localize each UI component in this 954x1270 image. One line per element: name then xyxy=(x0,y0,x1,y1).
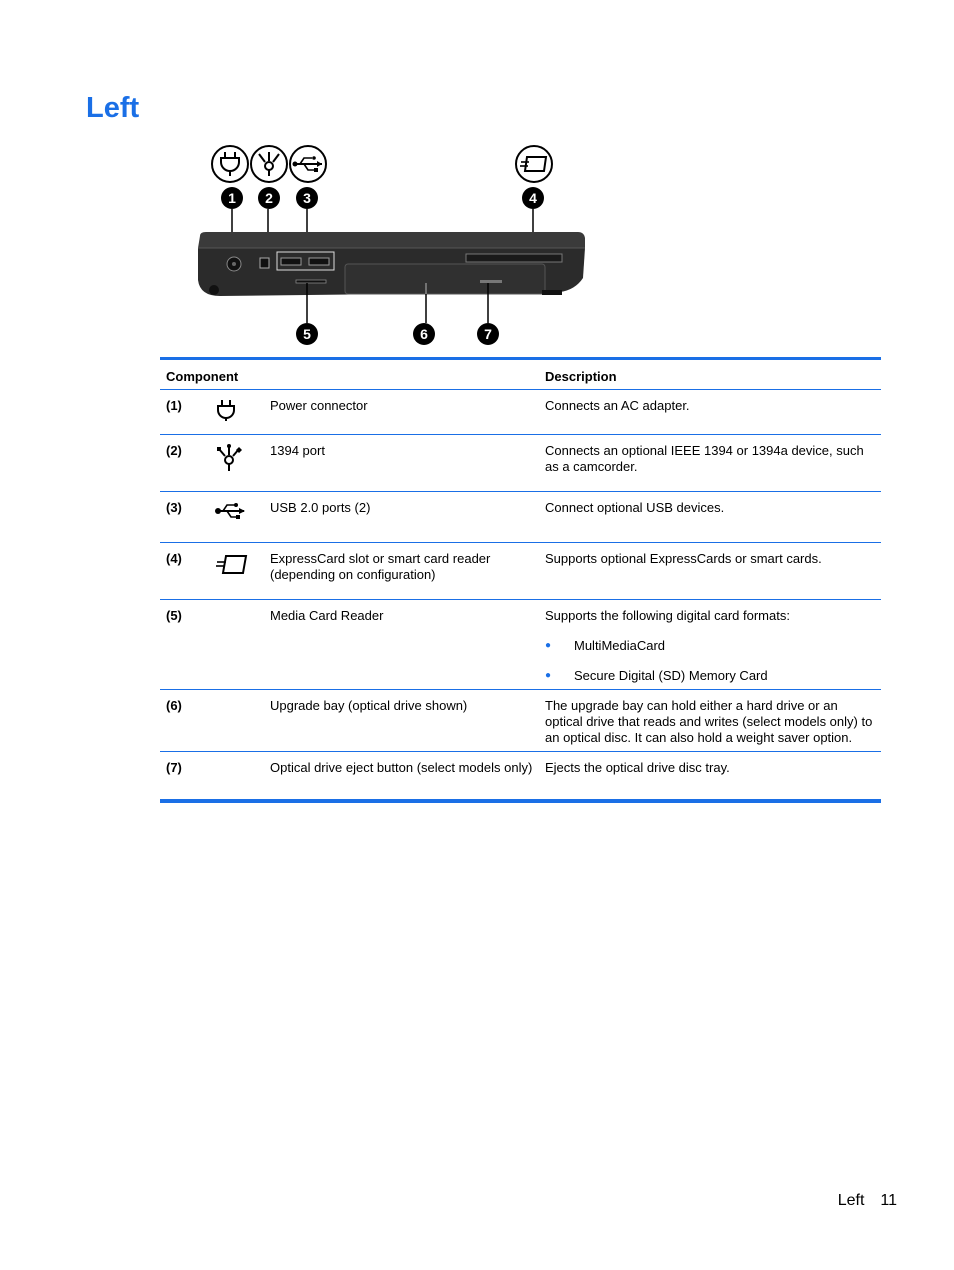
table-row xyxy=(160,492,881,543)
component-description: The upgrade bay can hold either a hard drive or an optical drive that reads and writes (select models only) to an optical disc. It can also hold a weight saver option. xyxy=(545,698,873,745)
component-name: Media Card Reader xyxy=(270,608,384,623)
svg-text:3: 3 xyxy=(303,190,311,206)
svg-text:2: 2 xyxy=(265,190,273,206)
expresscard-icon xyxy=(516,146,552,182)
laptop-body xyxy=(198,232,585,296)
firewire-1394-icon xyxy=(251,146,287,182)
table-header-row xyxy=(160,359,881,390)
component-description: Connects an optional IEEE 1394 or 1394a device, such as a camcorder. xyxy=(545,443,864,474)
component-name: ExpressCard slot or smart card reader (depending on configuration) xyxy=(270,551,491,582)
table-row xyxy=(160,435,881,492)
row-number: (5) xyxy=(166,608,182,623)
table-row xyxy=(160,390,881,435)
header-description: Description xyxy=(545,369,617,384)
component-description: Connects an AC adapter. xyxy=(545,398,690,413)
svg-text:6: 6 xyxy=(420,326,428,342)
header-component: Component xyxy=(166,369,239,384)
table-row xyxy=(160,690,881,752)
component-description: Supports the following digital card formats: xyxy=(545,608,790,623)
callout-6 xyxy=(413,323,435,345)
component-description: Supports optional ExpressCards or smart cards. xyxy=(545,551,822,566)
component-name: Optical drive eject button (select models only) xyxy=(270,760,533,775)
svg-text:5: 5 xyxy=(303,326,311,342)
footer-section-label: Left xyxy=(837,1192,865,1209)
list-item: ● Secure Digital (SD) Memory Card xyxy=(545,668,873,684)
component-name: USB 2.0 ports (2) xyxy=(270,500,371,515)
page-footer xyxy=(838,1192,897,1210)
row-number: (6) xyxy=(166,698,182,713)
usb-icon xyxy=(290,146,326,182)
table-row xyxy=(160,752,881,801)
usb-icon xyxy=(214,500,246,522)
power-plug-icon xyxy=(214,398,238,422)
callout-7 xyxy=(477,323,499,345)
power-plug-icon xyxy=(212,146,248,182)
table-row xyxy=(160,543,881,600)
callout-5 xyxy=(296,323,318,345)
row-number: (4) xyxy=(166,551,182,566)
page-number: 11 xyxy=(880,1192,897,1209)
component-name: Upgrade bay (optical drive shown) xyxy=(270,698,468,713)
component-table xyxy=(160,357,881,803)
svg-text:1: 1 xyxy=(228,190,236,206)
row-number: (2) xyxy=(166,443,182,458)
table-row xyxy=(160,600,881,690)
svg-text:4: 4 xyxy=(529,190,537,206)
page-title: Left xyxy=(86,92,140,124)
callout-1 xyxy=(221,187,243,209)
row-number: (1) xyxy=(166,398,182,413)
component-description: Ejects the optical drive disc tray. xyxy=(545,760,730,775)
callout-3 xyxy=(296,187,318,209)
callout-4 xyxy=(522,187,544,209)
firewire-1394-icon xyxy=(214,443,244,473)
component-name: Power connector xyxy=(270,398,368,413)
expresscard-icon xyxy=(214,551,248,577)
row-number: (3) xyxy=(166,500,182,515)
list-item: ● MultiMediaCard xyxy=(545,638,873,654)
laptop-left-side-figure xyxy=(190,140,600,355)
callout-2 xyxy=(258,187,280,209)
row-number: (7) xyxy=(166,760,182,775)
component-description: Connect optional USB devices. xyxy=(545,500,725,515)
card-format-list xyxy=(545,638,873,684)
svg-text:7: 7 xyxy=(484,326,492,342)
component-name: 1394 port xyxy=(270,443,325,458)
